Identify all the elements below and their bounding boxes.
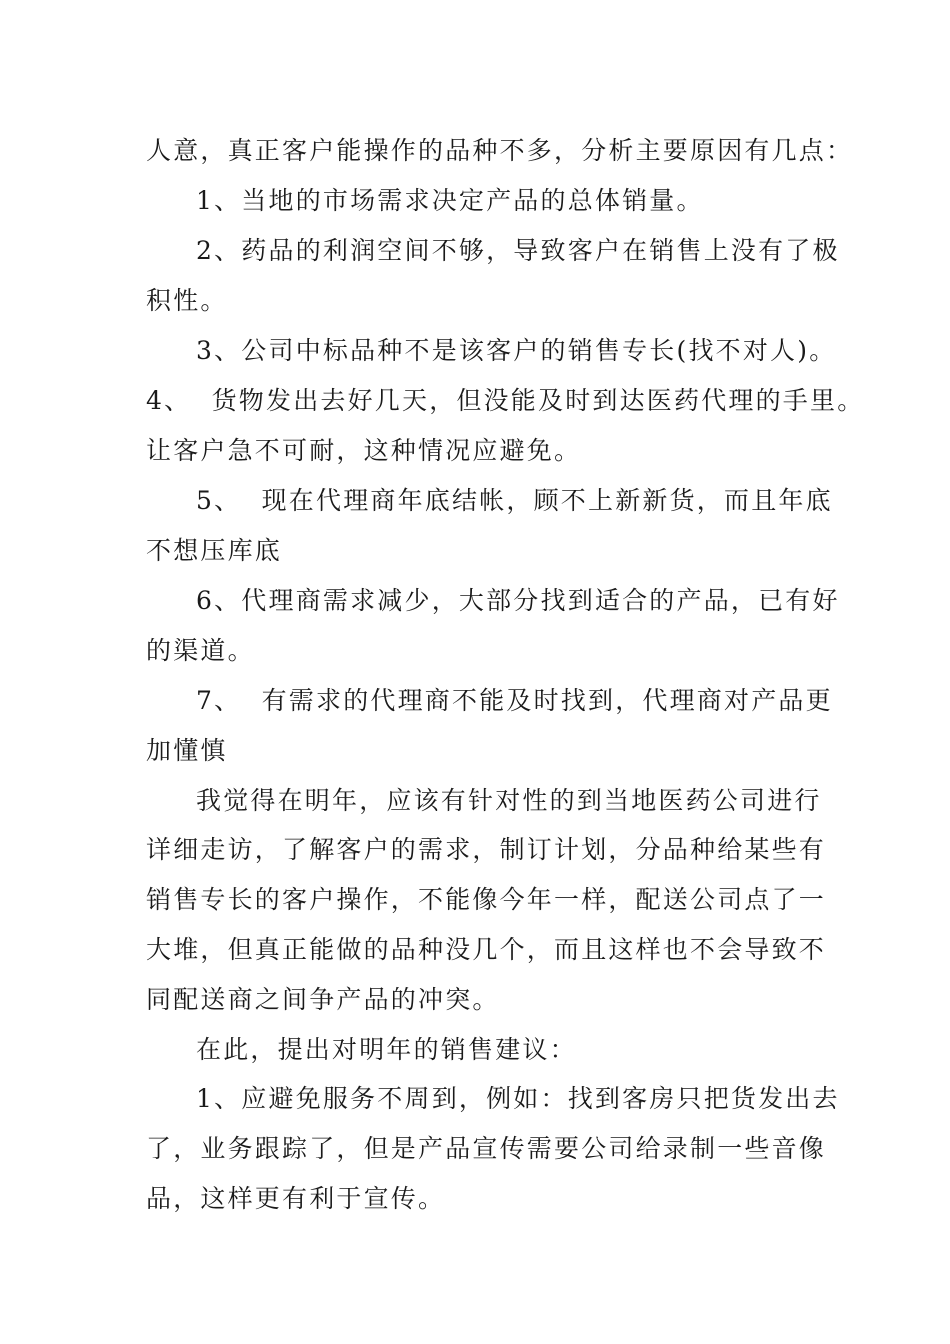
text-line: 品，这样更有利于宣传。 bbox=[146, 1184, 446, 1213]
text-line: 1、当地的市场需求决定产品的总体销量。 bbox=[196, 186, 704, 215]
text-line: 人意，真正客户能操作的品种不多，分析主要原因有几点： bbox=[146, 136, 854, 165]
text-line: 5、 现在代理商年底结帐，顾不上新新货，而且年底 bbox=[196, 486, 833, 515]
text-line: 我觉得在明年，应该有针对性的到当地医药公司进行 bbox=[196, 786, 822, 815]
text-line: 加懂慎 bbox=[146, 736, 228, 765]
text-line: 2、药品的利润空间不够，导致客户在销售上没有了极 bbox=[196, 236, 840, 265]
text-line: 1、应避免服务不周到，例如：找到客房只把货发出去 bbox=[196, 1084, 840, 1113]
text-line: 不想压库底 bbox=[146, 536, 283, 565]
text-line: 4、 货物发出去好几天，但没能及时到达医药代理的手里。 bbox=[146, 386, 865, 415]
text-line: 详细走访，了解客户的需求，制订计划，分品种给某些有 bbox=[146, 835, 827, 864]
text-line: 的渠道。 bbox=[146, 636, 255, 665]
text-line: 让客户急不可耐，这种情况应避免。 bbox=[146, 436, 582, 465]
text-line: 同配送商之间争产品的冲突。 bbox=[146, 985, 500, 1014]
text-line: 6、代理商需求减少，大部分找到适合的产品，已有好 bbox=[196, 586, 840, 615]
text-line: 销售专长的客户操作，不能像今年一样，配送公司点了一 bbox=[146, 885, 827, 914]
text-line: 在此，提出对明年的销售建议： bbox=[196, 1035, 577, 1064]
text-line: 7、 有需求的代理商不能及时找到，代理商对产品更 bbox=[196, 686, 833, 715]
text-line: 积性。 bbox=[146, 286, 228, 315]
text-line: 3、公司中标品种不是该客户的销售专长(找不对人)。 bbox=[196, 336, 837, 365]
text-line: 了，业务跟踪了，但是产品宣传需要公司给录制一些音像 bbox=[146, 1134, 827, 1163]
text-line: 大堆，但真正能做的品种没几个，而且这样也不会导致不 bbox=[146, 935, 827, 964]
